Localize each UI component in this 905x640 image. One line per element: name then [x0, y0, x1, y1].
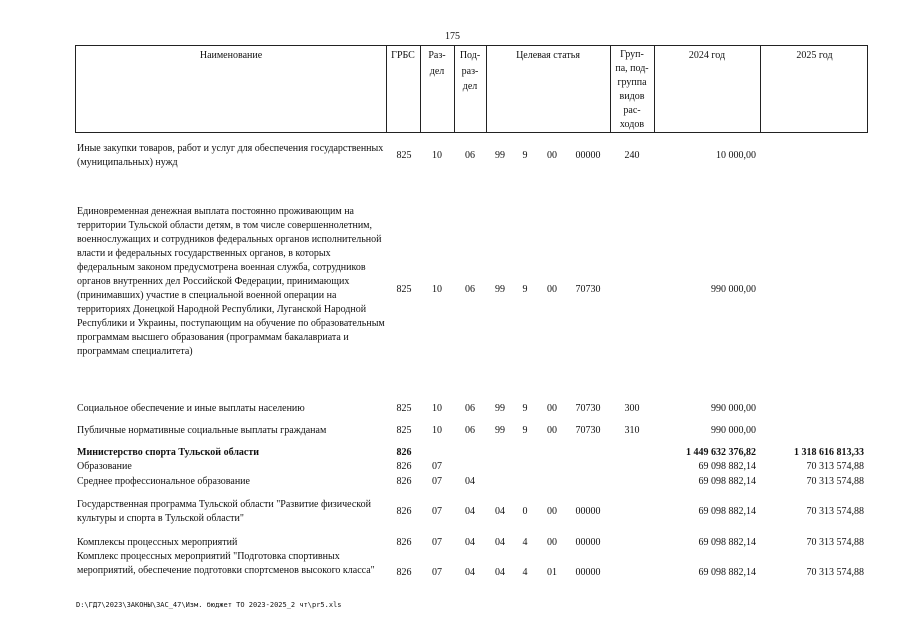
row-razdel: 10 — [432, 403, 442, 414]
row-name: Социальное обеспечение и иные выплаты населению — [77, 403, 305, 414]
row-target-direction: 70730 — [575, 284, 601, 295]
row-razdel: 07 — [432, 567, 442, 578]
row-target-subprogram: 9 — [522, 425, 528, 436]
row-podrazdel: 04 — [465, 537, 475, 548]
header-group-line: ходов — [619, 119, 645, 130]
row-razdel: 07 — [432, 537, 442, 548]
row-podrazdel: 06 — [465, 403, 475, 414]
row-target-event: 00 — [547, 506, 557, 517]
header-group-line: видов — [619, 91, 645, 102]
header-group-line: па, под- — [615, 63, 649, 74]
row-amount-2025: 1 318 616 813,33 — [794, 447, 864, 458]
row-amount-2024: 990 000,00 — [711, 403, 756, 414]
row-amount-2024: 69 098 882,14 — [698, 506, 756, 517]
header-grbs: ГРБС — [391, 50, 415, 61]
row-amount-2025: 70 313 574,88 — [806, 506, 864, 517]
table-header — [75, 45, 868, 133]
row-name: Комплексы процессных мероприятий — [77, 537, 238, 548]
header-podrazdel-line: Под- — [459, 50, 481, 61]
row-podrazdel: 04 — [465, 506, 475, 517]
row-target-event: 00 — [547, 150, 557, 161]
header-group — [610, 48, 654, 132]
row-grbs: 825 — [396, 425, 412, 436]
row-grbs: 826 — [396, 537, 412, 548]
row-name: Государственная программа Тульской области "Развитие физической культуры и спорта в Тульской области" — [77, 499, 371, 524]
row-razdel: 10 — [432, 150, 442, 161]
row-razdel: 10 — [432, 425, 442, 436]
row-amount-2024: 1 449 632 376,82 — [686, 447, 756, 458]
row-grbs: 825 — [396, 150, 412, 161]
row-razdel: 10 — [432, 284, 442, 295]
header-podrazdel — [454, 48, 486, 95]
row-target-program: 04 — [495, 537, 505, 548]
row-target-subprogram: 9 — [522, 403, 528, 414]
header-group-line: рас- — [623, 105, 641, 116]
header-2025: 2025 год — [796, 50, 833, 61]
row-target-event: 00 — [547, 425, 557, 436]
header-razdel-line: Раз- — [428, 50, 446, 61]
row-target-program: 99 — [495, 284, 505, 295]
row-amount-2025: 70 313 574,88 — [806, 567, 864, 578]
header-name: Наименование — [199, 50, 263, 61]
page-number: 175 — [445, 31, 460, 42]
row-target-event: 01 — [547, 567, 557, 578]
row-grbs: 825 — [396, 403, 412, 414]
row-target-event: 00 — [547, 537, 557, 548]
row-amount-2024: 69 098 882,14 — [698, 476, 756, 487]
header-2024: 2024 год — [688, 50, 726, 61]
row-expense-group: 300 — [624, 403, 640, 414]
row-name: Министерство спорта Тульской области — [77, 447, 260, 458]
row-amount-2024: 69 098 882,14 — [698, 537, 756, 548]
row-razdel: 07 — [432, 476, 442, 487]
row-name: Иные закупки товаров, работ и услуг для обеспечения государственных (муниципальных) нужд — [77, 143, 384, 168]
row-razdel: 07 — [432, 506, 442, 517]
row-target-subprogram: 9 — [522, 150, 528, 161]
row-amount-2024: 10 000,00 — [716, 150, 756, 161]
row-grbs: 826 — [396, 506, 412, 517]
row-podrazdel: 04 — [465, 476, 475, 487]
row-amount-2025: 70 313 574,88 — [806, 537, 864, 548]
row-podrazdel: 06 — [465, 425, 475, 436]
row-target-program: 99 — [495, 403, 505, 414]
row-target-event: 00 — [547, 403, 557, 414]
row-target-program: 04 — [495, 567, 505, 578]
row-target-program: 99 — [495, 425, 505, 436]
row-grbs: 826 — [396, 447, 412, 458]
row-target-direction: 00000 — [575, 567, 601, 578]
file-path-footer: D:\ГД7\2023\ЗАКОНЫ\ЗАС_47\Изм. бюджет ТО 2023-2025_2 чт\pr5.xls — [76, 601, 342, 609]
row-podrazdel: 06 — [465, 150, 475, 161]
row-grbs: 826 — [396, 461, 412, 472]
row-name: Образование — [77, 461, 132, 472]
row-target-direction: 00000 — [575, 537, 601, 548]
header-razdel — [420, 48, 454, 79]
row-target-direction: 00000 — [575, 150, 601, 161]
row-target-direction: 70730 — [575, 425, 601, 436]
row-target-direction: 70730 — [575, 403, 601, 414]
row-target-direction: 00000 — [575, 506, 601, 517]
row-grbs: 826 — [396, 567, 412, 578]
header-podrazdel-line: дел — [462, 81, 478, 92]
row-expense-group: 310 — [624, 425, 640, 436]
row-grbs: 825 — [396, 284, 412, 295]
row-razdel: 07 — [432, 461, 442, 472]
row-target-program: 04 — [495, 506, 505, 517]
row-podrazdel: 06 — [465, 284, 475, 295]
row-target-subprogram: 4 — [522, 537, 528, 548]
row-amount-2024: 69 098 882,14 — [698, 461, 756, 472]
row-amount-2025: 70 313 574,88 — [806, 476, 864, 487]
row-name: Комплекс процессных мероприятий "Подготовка спортивных мероприятий, обеспечение подготовки спортсменов высокого класса" — [77, 551, 375, 576]
row-target-program: 99 — [495, 150, 505, 161]
row-name: Среднее профессиональное образование — [77, 476, 250, 487]
row-amount-2025: 70 313 574,88 — [806, 461, 864, 472]
row-target-subprogram: 0 — [522, 506, 528, 517]
row-podrazdel: 04 — [465, 567, 475, 578]
row-target-event: 00 — [547, 284, 557, 295]
row-name: Публичные нормативные социальные выплаты гражданам — [77, 425, 327, 436]
row-amount-2024: 69 098 882,14 — [698, 567, 756, 578]
row-amount-2024: 990 000,00 — [711, 425, 756, 436]
header-razdel-line: дел — [429, 65, 445, 77]
row-target-subprogram: 9 — [522, 284, 528, 295]
row-target-subprogram: 4 — [522, 567, 528, 578]
row-amount-2024: 990 000,00 — [711, 284, 756, 295]
row-name: Единовременная денежная выплата постоянно проживающим на территории Тульской области детям, в том числе совершеннолетним, военнослужащих и сотрудников федеральных органов исполнительной власти и федеральных государственных органов, в которых федеральным законом предусмотрена военная служба, сотрудников органов внутренних дел Российской Федерации, принимающих (принимавших) участие в специальной военной операции на территориях Донецкой Народной Республики, Луганской Народной Республики и Украины, поступающим на обучение по образовательным программам высшего образования (программам бакалавриата и программам специалитета) — [77, 206, 385, 357]
header-group-line: Груп- — [620, 49, 644, 60]
header-group-line: группа — [617, 77, 647, 88]
header-podrazdel-line: раз- — [461, 65, 479, 77]
row-grbs: 826 — [396, 476, 412, 487]
header-target: Целевая статья — [516, 50, 580, 61]
row-expense-group: 240 — [624, 150, 640, 161]
